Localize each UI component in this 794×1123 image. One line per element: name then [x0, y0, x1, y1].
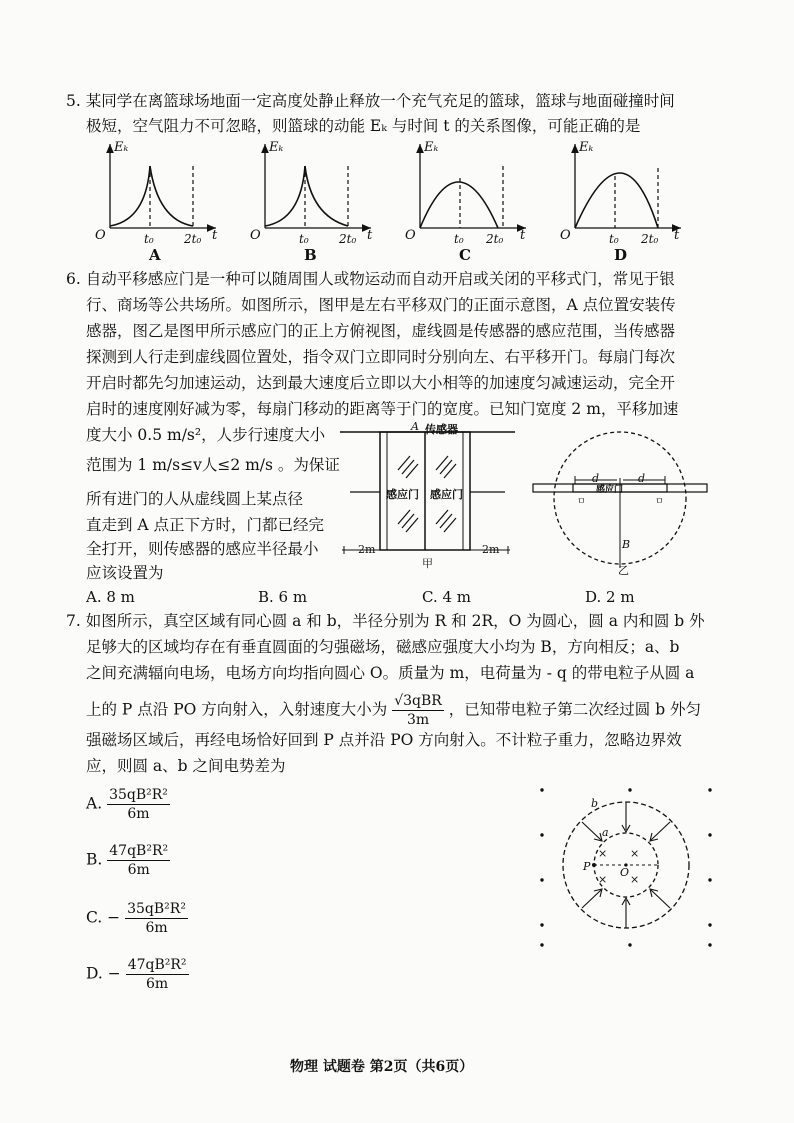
q7-figure: [530, 780, 730, 960]
q7-fig-label-p: P: [583, 860, 591, 873]
graph-b-t1: t₀: [299, 232, 309, 246]
graph-c-t2: 2t₀: [486, 232, 504, 246]
q6-fig2-d1: d: [592, 472, 600, 485]
q6-line2: 行、商场等公共场所。如图所示，图甲是左右平移双门的正面示意图，A 点位置安装传: [86, 296, 676, 314]
graph-c-ylabel: Eₖ: [424, 140, 439, 155]
q6-line10: 直走到 A 点正下方时，门都已经完: [86, 516, 325, 534]
q6-line3: 感器，图乙是图甲所示感应门的正上方俯视图，虚线圆是传感器的感应范围，当传感器: [86, 322, 676, 340]
graph-b-label: B: [304, 246, 317, 264]
q7-option-b-den: 6m: [127, 862, 150, 878]
graph-b-t: t: [367, 228, 373, 243]
q6-option-b: B. 6 m: [258, 588, 308, 606]
q7-option-a: [86, 786, 170, 823]
graph-c-label: C: [459, 246, 471, 264]
graph-a-t1: t₀: [144, 232, 154, 246]
q7-option-c-label: C.: [86, 908, 103, 927]
q7-line1: 7. 如图所示，真空区域有同心圆 a 和 b，半径分别为 R 和 2R，O 为圆心，圆 a 内和圆 b 外: [66, 612, 705, 630]
q7-line5: 强磁场区域后，再经电场恰好回到 P 点并沿 PO 方向射入。不计粒子重力，忽略边界效: [86, 731, 682, 749]
q7-speed-fraction: [392, 692, 444, 729]
q6-fig1-a: A: [411, 420, 419, 433]
q6-fig1-sensor: 传感器: [425, 423, 458, 436]
q7-line2: 足够大的区域均存在有垂直圆面的匀强磁场，磁感应强度大小均为 B，方向相反；a、b: [86, 638, 680, 656]
q7-fig-label-b: b: [591, 797, 599, 810]
q7-line4: [86, 692, 701, 729]
graph-a-t: t: [212, 228, 218, 243]
q6-option-d: D. 2 m: [585, 588, 635, 606]
q7-option-a-label: A.: [86, 794, 103, 813]
q7-option-c-den: 6m: [145, 920, 168, 936]
q7-option-c-fraction: [125, 900, 188, 937]
q7-option-d-num: 47qB²R²: [127, 957, 187, 973]
q6-fig2-b: B: [622, 538, 631, 551]
q7-option-a-den: 6m: [127, 806, 150, 822]
q6-line7: 度大小 0.5 m/s²，人步行速度大小: [86, 426, 326, 444]
q5-line2: 极短，空气阻力不可忽略，则篮球的动能 Eₖ 与时间 t 的关系图像，可能正确的是: [86, 117, 641, 135]
q5-line1: 5. 某同学在离篮球场地面一定高度处静止释放一个充气充足的篮球，篮球与地面碰撞时间: [66, 92, 675, 110]
q7-option-a-num: 35qB²R²: [109, 787, 168, 803]
q6-line6: 启时的速度刚好减为零，每扇门移动的距离等于门的宽度。已知门宽度 2 m，平移加速: [86, 400, 679, 418]
graph-d-label: D: [614, 246, 628, 264]
q6-line11: 全打开，则传感器的感应半径最小: [86, 540, 319, 558]
q6-fig1-width2: 2m: [482, 543, 500, 556]
graph-a-label: A: [149, 246, 161, 264]
q7-speed-den: 3m: [406, 712, 430, 728]
svg-text:×: ×: [630, 847, 640, 860]
graph-d-ylabel: Eₖ: [579, 140, 594, 155]
q6-fig1-door1: 感应门: [386, 488, 419, 501]
q7-line4-suffix: ，已知带电粒子第二次经过圆 b 外匀: [448, 700, 702, 719]
q6-line8: 范围为 1 m/s≤v人≤2 m/s 。为保证: [86, 456, 340, 474]
q7-option-d-label: D.: [86, 964, 103, 983]
q6-fig1-door2: 感应门: [430, 488, 463, 501]
page-footer: 物理 试题卷 第2页（共6页）: [290, 1059, 474, 1075]
graph-a-ylabel: Eₖ: [114, 140, 129, 155]
graph-b: [265, 144, 371, 228]
q7-option-d-den: 6m: [146, 976, 169, 992]
q7-option-d-sign: −: [107, 964, 121, 983]
q6-line1: 6. 自动平移感应门是一种可以随周围人或物运动而自动开启或关闭的平移式门，常见于银: [66, 270, 675, 288]
graph-c-origin: O: [405, 228, 416, 243]
q6-figure-top: [525, 418, 715, 583]
graph-b-t2: 2t₀: [339, 232, 357, 246]
q7-option-b: [86, 842, 170, 879]
graph-d-t2: 2t₀: [641, 232, 659, 246]
q7-fig-label-a: a: [602, 826, 609, 839]
q7-option-d: [86, 956, 189, 993]
q7-option-a-fraction: [107, 786, 170, 823]
q7-option-d-fraction: [126, 956, 189, 993]
graph-a: [110, 144, 216, 228]
svg-text:ㅁ: ㅁ: [577, 497, 586, 507]
q7-line4-prefix: 上的 P 点沿 PO 方向射入，入射速度大小为: [86, 700, 388, 719]
graph-a-t2: 2t₀: [184, 232, 202, 246]
q7-option-c-sign: −: [107, 908, 121, 927]
svg-text:×: ×: [630, 873, 640, 886]
q6-fig1-width1: 2m: [358, 543, 376, 556]
q7-speed-num: √3qBR: [394, 693, 442, 709]
q6-line12: 应该设置为: [86, 564, 164, 582]
graph-c-t1: t₀: [454, 232, 464, 246]
graph-b-ylabel: Eₖ: [269, 140, 284, 155]
q7-option-c: [86, 900, 188, 937]
graph-c: [420, 144, 526, 228]
graph-d-origin: O: [560, 228, 571, 243]
q6-fig2-doors: 感应门: [596, 485, 624, 495]
graph-c-t: t: [520, 228, 526, 243]
q6-line5: 开启时都先匀加速运动，达到最大速度后立即以大小相等的加速度匀减速运动，完全开: [86, 374, 676, 392]
svg-text:×: ×: [598, 847, 608, 860]
graph-d: [575, 144, 681, 228]
q6-option-a: A. 8 m: [86, 588, 135, 606]
q6-fig1-caption: 甲: [422, 557, 433, 570]
q6-line4: 探测到人行走到虚线圆位置处，指令双门立即同时分别向左、右平移开门。每扇门每次: [86, 348, 676, 366]
q7-option-c-num: 35qB²R²: [127, 901, 186, 917]
svg-text:×: ×: [598, 873, 608, 886]
graph-d-t1: t₀: [609, 232, 619, 246]
graph-b-origin: O: [250, 228, 261, 243]
q7-line6: 应，则圆 a、b 之间电势差为: [86, 757, 286, 775]
q7-option-b-label: B.: [86, 850, 103, 869]
q6-fig2-caption: 乙: [618, 564, 629, 577]
q6-option-c: C. 4 m: [422, 588, 472, 606]
q7-option-b-num: 47qB²R²: [109, 843, 169, 859]
q6-fig2-d2: d: [638, 472, 646, 485]
graph-d-t: t: [674, 228, 680, 243]
q7-line3: 之间充满辐向电场，电场方向均指向圆心 O。质量为 m，电荷量为 - q 的带电粒子从圆 a: [86, 664, 695, 682]
q7-fig-label-o: O: [620, 866, 630, 879]
q7-option-b-fraction: [107, 842, 170, 879]
q6-line9: 所有进门的人从虚线圆上某点径: [86, 490, 304, 508]
svg-text:ㅁ: ㅁ: [655, 497, 664, 507]
graph-a-origin: O: [95, 228, 106, 243]
